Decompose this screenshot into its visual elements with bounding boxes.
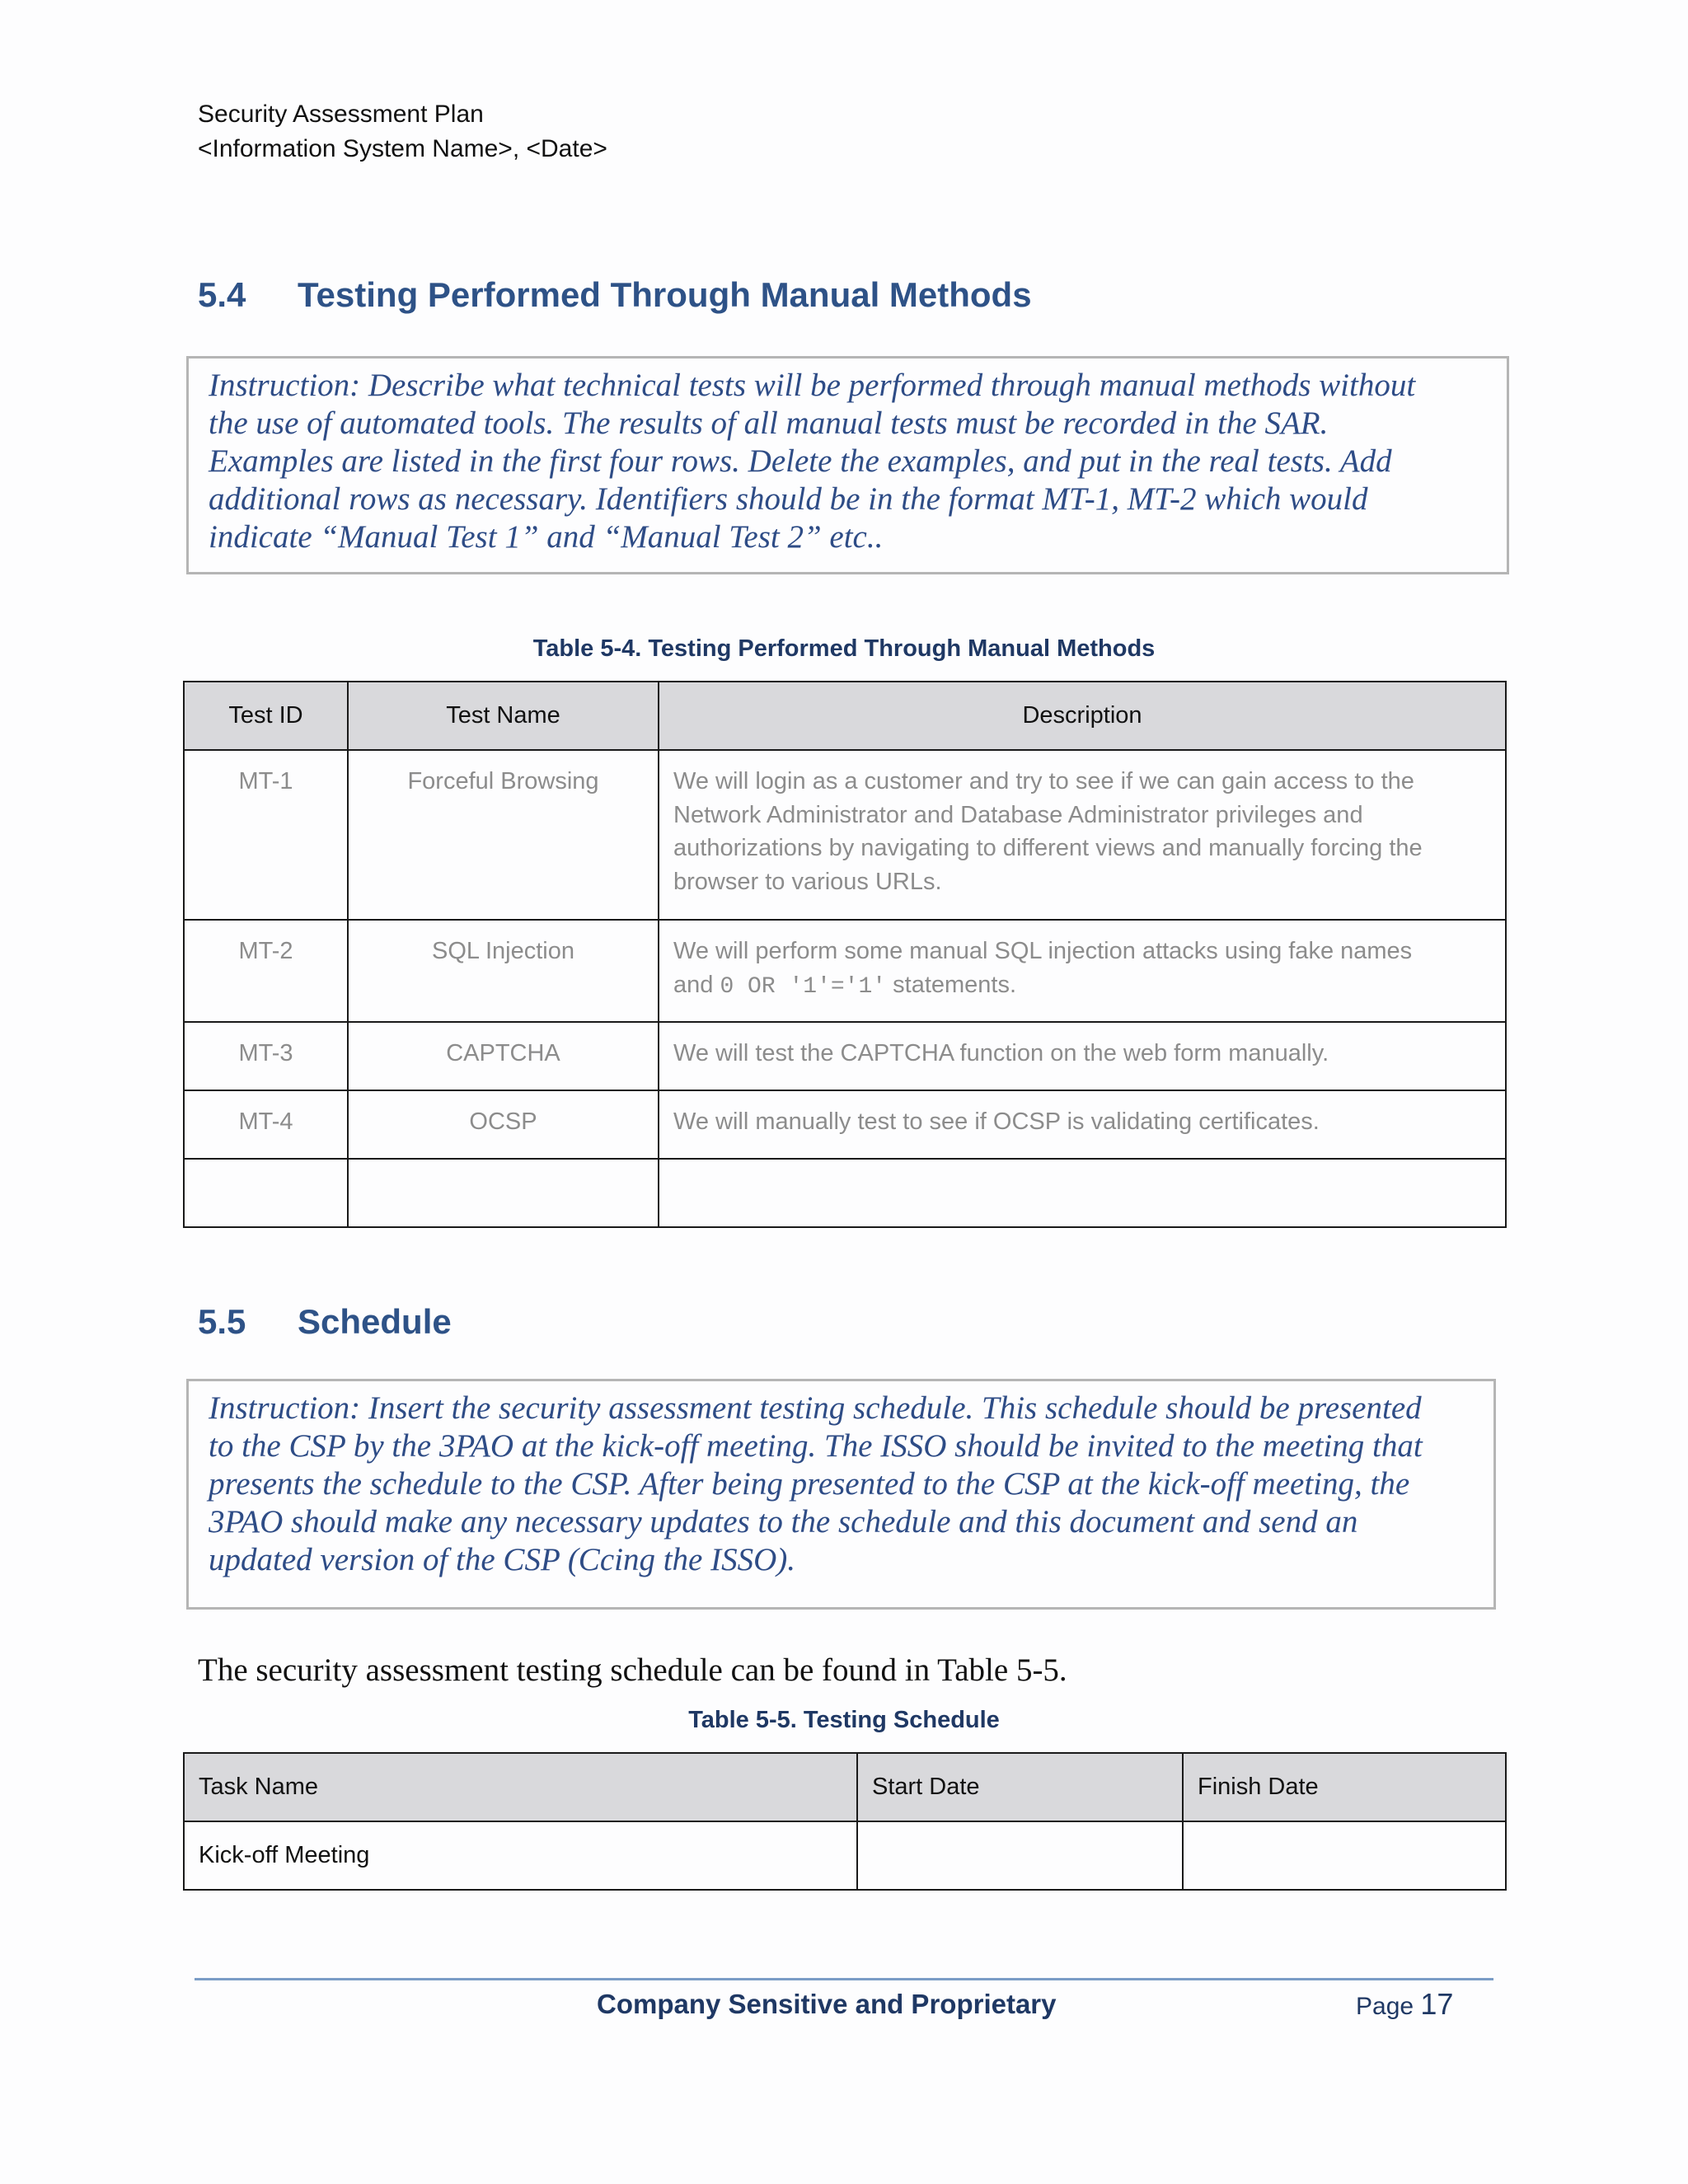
cell-test-id [184, 1159, 348, 1227]
description-text: statements. [886, 971, 1017, 998]
instruction-line: Examples are listed in the first four rows. Delete the examples, and put in the real tests. Add [209, 443, 1392, 479]
cell-test-id: MT-1 [184, 750, 348, 920]
instruction-line: 3PAO should make any necessary updates to the schedule and this document and send an [209, 1504, 1358, 1540]
instruction-line: updated version of the CSP (Ccing the ISSO). [209, 1542, 795, 1577]
cell-description: We will test the CAPTCHA function on the web form manually. [659, 1022, 1506, 1090]
column-header-task-name: Task Name [184, 1753, 857, 1821]
instruction-line: the use of automated tools. The results of all manual tests must be recorded in the SAR. [209, 405, 1329, 441]
column-header-test-name: Test Name [348, 682, 659, 750]
cell-task-name: Kick-off Meeting [184, 1821, 857, 1890]
cell-test-name [348, 1159, 659, 1227]
table-row [184, 1090, 1506, 1159]
description-line: We will login as a customer and try to see if we can gain access to the [673, 768, 1414, 794]
table-caption-5-5: Table 5-5. Testing Schedule [688, 1707, 1000, 1733]
cell-description [659, 920, 1506, 1022]
page-number-value: 17 [1420, 1987, 1454, 2021]
section-number: 5.4 [198, 275, 246, 314]
description-line: authorizations by navigating to different views and manually forcing the [673, 835, 1423, 861]
table-row [184, 1159, 1506, 1227]
cell-test-id: MT-2 [184, 920, 348, 1022]
table-caption-5-4: Table 5-4. Testing Performed Through Manual Methods [532, 635, 1156, 662]
cell-test-name: SQL Injection [348, 920, 659, 1022]
cell-start-date [857, 1821, 1183, 1890]
page-number [1356, 1987, 1453, 2022]
table-row [184, 750, 1506, 920]
cell-test-id: MT-3 [184, 1022, 348, 1090]
section-heading-5-4 [198, 275, 1032, 315]
footer-divider [195, 1978, 1493, 1980]
manual-tests-table [183, 681, 1507, 1228]
sql-code-snippet: 0 OR '1'='1' [720, 973, 887, 1000]
cell-description [659, 750, 1506, 920]
column-header-finish-date: Finish Date [1183, 1753, 1506, 1821]
cell-test-name: OCSP [348, 1090, 659, 1159]
column-header-start-date: Start Date [857, 1753, 1183, 1821]
description-line: browser to various URLs. [673, 868, 942, 895]
instruction-box-5-4 [186, 356, 1509, 574]
column-header-test-id: Test ID [184, 682, 348, 750]
table-row [184, 1821, 1506, 1890]
instruction-line: Instruction: Describe what technical tests will be performed through manual methods without [209, 368, 1416, 403]
instruction-line: to the CSP by the 3PAO at the kick-off meeting. The ISSO should be invited to the meeting that [209, 1428, 1423, 1464]
cell-finish-date [1183, 1821, 1506, 1890]
testing-schedule-table [183, 1752, 1507, 1891]
description-line: Network Administrator and Database Administrator privileges and [673, 801, 1363, 828]
footer-confidentiality: Company Sensitive and Proprietary [597, 1989, 1057, 2019]
section-title: Testing Performed Through Manual Methods [298, 275, 1032, 314]
instruction-line: additional rows as necessary. Identifiers should be in the format MT-1, MT-2 which would [209, 481, 1368, 517]
table-header-row [184, 682, 1506, 750]
table-row [184, 1022, 1506, 1090]
instruction-box-5-5 [186, 1379, 1496, 1610]
table-row [184, 920, 1506, 1022]
cell-test-name: Forceful Browsing [348, 750, 659, 920]
body-paragraph: The security assessment testing schedule can be found in Table 5-5. [198, 1652, 1067, 1688]
description-text: and [673, 971, 720, 998]
running-header [198, 97, 607, 166]
section-heading-5-5 [198, 1302, 452, 1342]
header-title: Security Assessment Plan [198, 101, 484, 128]
section-number: 5.5 [198, 1302, 246, 1341]
instruction-line: Instruction: Insert the security assessment testing schedule. This schedule should be presented [209, 1390, 1422, 1426]
instruction-line: presents the schedule to the CSP. After being presented to the CSP at the kick-off meeting, the [209, 1466, 1410, 1502]
description-line [673, 968, 1493, 1005]
section-title: Schedule [298, 1302, 452, 1341]
cell-description: We will manually test to see if OCSP is validating certificates. [659, 1090, 1506, 1159]
instruction-line: indicate “Manual Test 1” and “Manual Test 2” etc.. [209, 519, 884, 555]
cell-test-name: CAPTCHA [348, 1022, 659, 1090]
column-header-description: Description [659, 682, 1506, 750]
description-line: We will perform some manual SQL injection attacks using fake names [673, 938, 1413, 964]
cell-test-id: MT-4 [184, 1090, 348, 1159]
page-label: Page [1356, 1993, 1421, 2020]
table-header-row [184, 1753, 1506, 1821]
header-subtitle: <Information System Name>, <Date> [198, 135, 607, 162]
cell-description [659, 1159, 1506, 1227]
